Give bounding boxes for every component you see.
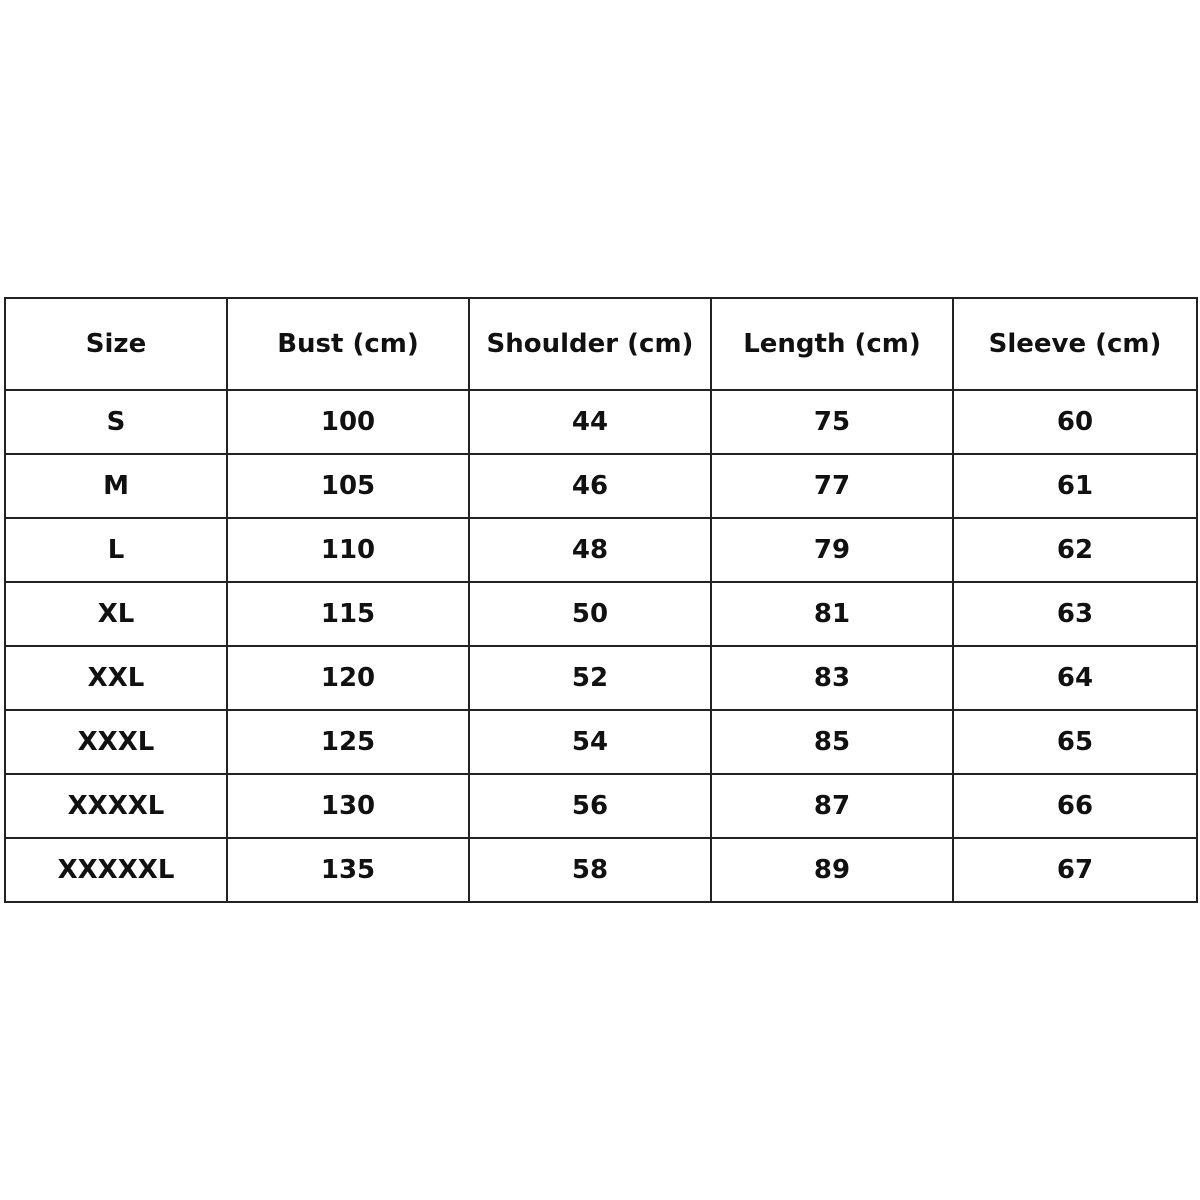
cell-size: XXL <box>5 646 227 710</box>
cell-size: XXXXL <box>5 774 227 838</box>
cell-bust: 120 <box>227 646 469 710</box>
table-row <box>5 646 1197 710</box>
size-chart-table <box>4 297 1198 903</box>
cell-shoulder: 44 <box>469 390 711 454</box>
cell-sleeve: 61 <box>953 454 1197 518</box>
cell-length: 85 <box>711 710 953 774</box>
table-row <box>5 710 1197 774</box>
cell-length: 77 <box>711 454 953 518</box>
table-row <box>5 838 1197 902</box>
table-body <box>5 390 1197 902</box>
cell-sleeve: 62 <box>953 518 1197 582</box>
cell-bust: 125 <box>227 710 469 774</box>
cell-sleeve: 66 <box>953 774 1197 838</box>
header-sleeve: Sleeve (cm) <box>953 298 1197 390</box>
table-row <box>5 582 1197 646</box>
cell-shoulder: 56 <box>469 774 711 838</box>
table-header <box>5 298 1197 390</box>
cell-bust: 135 <box>227 838 469 902</box>
cell-length: 81 <box>711 582 953 646</box>
cell-shoulder: 54 <box>469 710 711 774</box>
cell-length: 79 <box>711 518 953 582</box>
header-bust: Bust (cm) <box>227 298 469 390</box>
header-length: Length (cm) <box>711 298 953 390</box>
cell-sleeve: 64 <box>953 646 1197 710</box>
cell-length: 75 <box>711 390 953 454</box>
cell-size: S <box>5 390 227 454</box>
table-row <box>5 774 1197 838</box>
header-size: Size <box>5 298 227 390</box>
cell-size: XL <box>5 582 227 646</box>
cell-sleeve: 63 <box>953 582 1197 646</box>
table-row <box>5 454 1197 518</box>
table-row <box>5 518 1197 582</box>
cell-length: 89 <box>711 838 953 902</box>
cell-bust: 100 <box>227 390 469 454</box>
cell-sleeve: 60 <box>953 390 1197 454</box>
header-shoulder: Shoulder (cm) <box>469 298 711 390</box>
cell-bust: 130 <box>227 774 469 838</box>
cell-shoulder: 48 <box>469 518 711 582</box>
cell-shoulder: 58 <box>469 838 711 902</box>
cell-size: L <box>5 518 227 582</box>
cell-size: XXXL <box>5 710 227 774</box>
cell-sleeve: 65 <box>953 710 1197 774</box>
cell-sleeve: 67 <box>953 838 1197 902</box>
header-row <box>5 298 1197 390</box>
cell-bust: 115 <box>227 582 469 646</box>
table-row <box>5 390 1197 454</box>
cell-bust: 105 <box>227 454 469 518</box>
cell-shoulder: 46 <box>469 454 711 518</box>
cell-size: M <box>5 454 227 518</box>
cell-size: XXXXXL <box>5 838 227 902</box>
cell-length: 87 <box>711 774 953 838</box>
cell-shoulder: 50 <box>469 582 711 646</box>
cell-shoulder: 52 <box>469 646 711 710</box>
cell-length: 83 <box>711 646 953 710</box>
cell-bust: 110 <box>227 518 469 582</box>
